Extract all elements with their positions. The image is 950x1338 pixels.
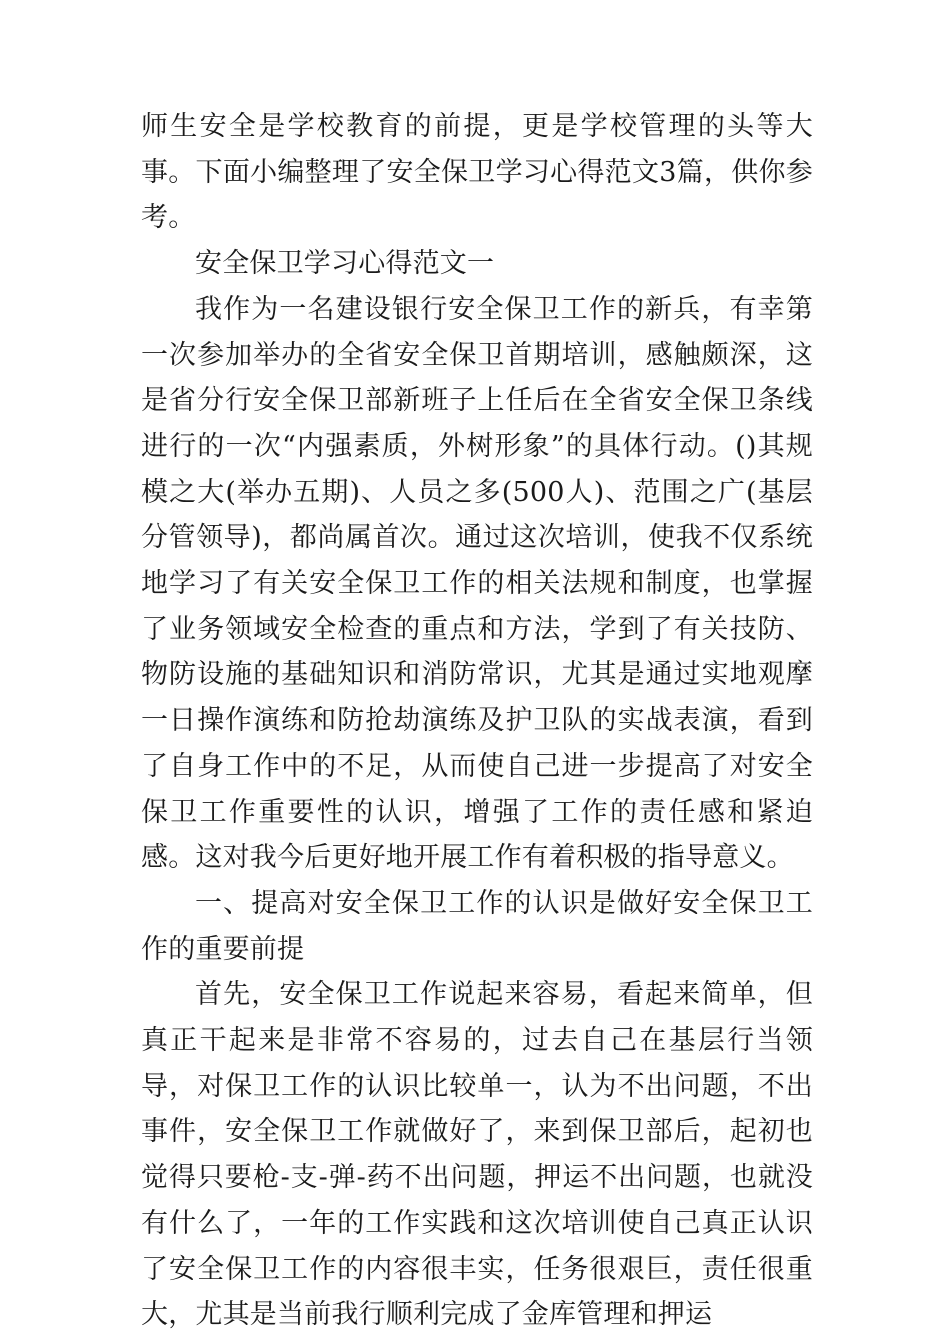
body-paragraph: 首先，安全保卫工作说起来容易，看起来简单，但真正干起来是非常不容易的，过去自己在基层行当领导，对保卫工作的认识比较单一，认为不出问题，不出事件，安全保卫工作就做好了，来到保卫部后，起初也觉得只要枪-支-弹-药不出问题，押运不出问题，也就没有什么了，一年的工作实践和这次培训使自己真正认识了安全保卫工作的内容很丰实，任务很艰巨，责任很重大，尤其是当前我行顺利完成了金库管理和押运: [141, 979, 813, 1331]
body-paragraph: 我作为一名建设银行安全保卫工作的新兵，有幸第一次参加举办的全省安全保卫首期培训，感触颇深，这是省分行安全保卫部新班子上任后在全省安全保卫条线进行的一次“内强素质，外树形象”的具体行动。()其规模之大(举办五期)、人员之多(500人)、范围之广(基层分管领导)，都尚属首次。通过这次培训，使我不仅系统地学习了有关安全保卫工作的相关法规和制度，也掌握了业务领域安全检查的重点和方法，学到了有关技防、物防设施的基础知识和消防常识，尤其是通过实地观摩一日操作演练和防抢劫演练及护卫队的实战表演，看到了自身工作中的不足，从而使自己进一步提高了对安全保卫工作重要性的认识，增强了工作的责任感和紧迫感。这对我今后更好地开展工作有着积极的指导意义。: [141, 293, 813, 874]
section-heading: 一、提高对安全保卫工作的认识是做好安全保卫工作的重要前提: [141, 887, 813, 965]
section-title: 安全保卫学习心得范文一: [195, 248, 495, 280]
document-body: [141, 104, 813, 1338]
intro-paragraph: 师生安全是学校教育的前提，更是学校管理的头等大事。下面小编整理了安全保卫学习心得范文3篇，供你参考。: [141, 111, 813, 234]
